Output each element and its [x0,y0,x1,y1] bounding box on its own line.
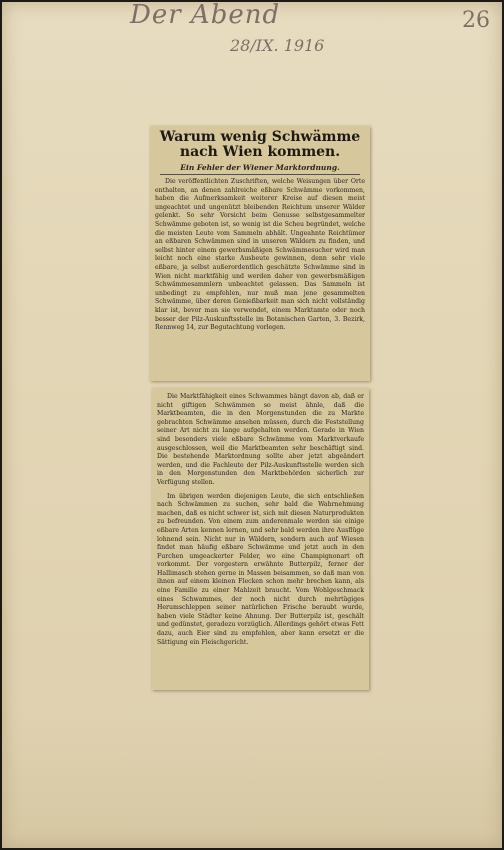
article-paragraph: Im übrigen werden diejenigen Leute, die sich entschließen nach Schwämmen zu suchen, sehr bald die Wahrnehmung machen, daß es nicht schwer ist, sich mit diesen Naturprodukten zu befreunden. Von einem zum anderenmale werden sie einige eßbare Arten kennen lernen, und sehr bald werden ihre Ausflüge lohnend sein. Nicht nur in Wäldern, sondern auch auf Wiesen findet man häufig eßbare Schwämme und jetzt auch in den Furchen umgeackerter Felder, wo eine Champignonart oft vorkommt. Der vorgestern erwähnte Butterpilz, ferner der Hallimasch stehen gerne in Massen beisammen, so daß man von ihnen auf einem kleinen Flecken schon mehr brechen kann, als eine Familie zu einer Mahlzeit braucht. Vom Wohlgeschmack eines Schwammes, der noch nicht durch mehrtägiges Herumschleppen seiner natürlichen Frische beraubt wurde, haben viele Städter keine Ahnung. Der Butterpilz ist, geschält und gedünstet, geradezu vorzüglich. Allerdings gehört etwas Fett dazu, auch Eier sind zu empfehlen, aber kann ersetzt er die Sättigung ein Fleischgericht. [157,492,364,646]
article-title: Warum wenig Schwämme nach Wien kommen. [159,129,361,160]
article-paragraph: Die Marktfähigkeit eines Schwammes hängt davon ab, daß er nicht giftigen Schwämmen so meist ähnle, daß die Marktbeamten, die in den Morgenstunden die zu Markte gebrachten Schwämme ansehen müssen, durch die Feststellung seiner Art nicht zu lange aufgehalten werden. Gerade in Wien sind besonders viele eßbare Schwämme vom Marktverkaufe ausgeschlossen, weil die Marktbeamten sehr beschäftigt sind. Die bestehende Marktordnung sollte aber jetzt abgeändert werden, und die Fachleute der Pilz-Auskunftsstelle werden sich in den Morgenstunden den Marktbehörden sicherlich zur Verfügung stellen. [157,393,364,486]
handwritten-newspaper-name: Der Abend [130,0,281,30]
clipping-part-2 [152,388,369,690]
paper-stain [2,720,502,848]
article-subtitle: Ein Fehler der Wiener Marktordnung. [180,163,340,172]
article-paragraph: Die veröffentlichten Zuschriften, welche Weisungen über Orte enthalten, an denen zahlreiche eßbare Schwämme vorkommen, haben die Aufmerksamkeit weiterer Kreise auf diesen meist ungeachtet und ungenützt bleibenden Reichtum unserer Wälder gelenkt. So sehr Vorsicht beim Genusse selbstgesammelter Schwämme geboten ist, so wenig ist die Scheu begründet, welche die meisten Leute vom Sammeln abhält. Ungeahnte Reichtümer an eßbaren Schwämmen sind in unseren Wäldern zu finden, und selbst hinter einem gewerbsmäßigen Schwämmesucher wird man leicht noch eine starke Ausbeute gewinnen, denn sehr viele eßbare, ja selbst außerordentlich geschätzte Schwämme sind in Wien nicht marktfähig und werden daher von gewerbsmäßigen Schwämmesammlern unbeachtet gelassen. Das Sammeln ist unbedingt zu empfehlen, nur muß man jene gesammelten Schwämme, über deren Genießbarkeit man sich nicht vollständig klar ist, bevor man sie verwendet, einem Marktamte oder noch besser der Pilz-Auskunftsstelle im Botanischen Garten, 3. Bezirk, Rennweg 14, zur Begutachtung vorlegen. [155,178,365,332]
handwritten-page-number: 26 [462,8,490,33]
divider [160,174,360,175]
handwritten-date: 28/IX. 1916 [230,36,325,55]
clipping-part-1 [150,126,370,381]
